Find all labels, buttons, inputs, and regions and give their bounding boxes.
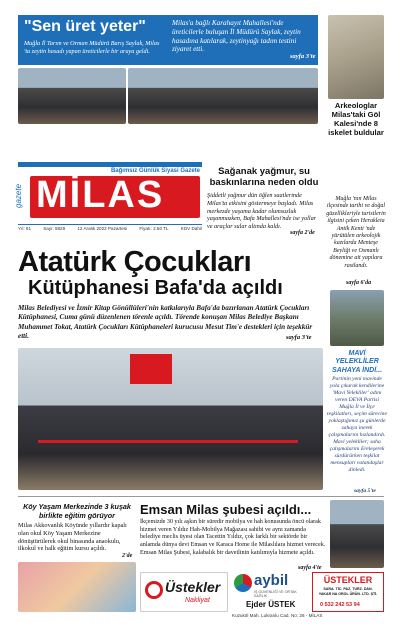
masthead-top-rule <box>18 162 202 167</box>
ustekler-box-line2: YAKAR NA OROL ÜRÜN. LTD. ŞTİ. <box>318 592 378 596</box>
main-story-photo <box>18 348 323 490</box>
ustekler-box-title: ÜSTEKLER <box>323 575 373 585</box>
aybil-logo-icon <box>234 574 252 592</box>
main-story-page-ref: sayfa 3'te <box>286 334 312 341</box>
mavi-yelekliler-page-ref: sayfa 5'te <box>354 488 376 494</box>
top-story-page-ref: sayfa 3'te <box>290 53 316 60</box>
archaeology-page-ref: sayfa 6'da <box>346 280 372 286</box>
archaeology-headline: Arkeologlar Milas'taki Göl Kalesi'nde 8 iskelet buldular <box>328 101 384 137</box>
archaeology-body: Muğla 'nın Milas ilçesinde tarihi ve doğal güzellikleriyle turistlerin ilgisini çeken Herakleia Antik Kenti 'nde yürütülen arkeolojik kazılarda Menteşe Beyliği ve Osmanlı dönemine ait yapılara rastlandı. <box>326 196 386 269</box>
emsan-page-ref: sayfa 4'te <box>298 565 322 571</box>
turkish-flag <box>130 354 172 384</box>
section-divider <box>18 496 384 497</box>
weather-page-ref: sayfa 2'de <box>290 230 315 236</box>
mavi-yelekliler-headline: MAVİ YELEKLİLER SAHAYA İNDİ... <box>331 350 383 374</box>
masthead-side-word <box>14 172 26 208</box>
main-story-lead: Milas Belediyesi ve İzmir Kitap Gönüllüleri'nin katkılarıyla Bafa'da bazırlanan Atatürk Çocukları Kütüphanesi, Cuma günü düzenlenen törenle açıldı. Törende konuşan Milas Belediye Başkanı Muhammet Tokat, Atatürk Çocukları Kütüphaneleri kurucusu Mesut Tim'e destekleri için teşekkür etti. <box>18 304 313 341</box>
masthead-side-word-text: gazete <box>14 183 23 208</box>
ustekler-logo-text: Üstekler <box>165 579 221 595</box>
issue-year: Yıl: 61 <box>18 226 32 231</box>
emsan-headline: Emsan Milas şubesi açıldı... <box>140 502 312 517</box>
issue-tax: KDV Dahil <box>180 226 202 231</box>
emsan-photo <box>330 500 384 568</box>
ad-address: Kuzuköl Mah. Lukranlu Cad. No: 26 - MİLAS <box>232 613 323 618</box>
ribbon <box>38 440 298 443</box>
village-photo <box>18 562 136 612</box>
ad-aybil <box>232 572 310 602</box>
mavi-yelekliler-body: Partinin yeni mavinde yola çıkarak kendilerine 'Mavi Yelekliler' adını veren DEVA Partisi Muğla İl ve İlçe teşkilatları, seçim sürecine yoklaştığımız şu günlerde sahaya inerek çalışmalarını hızlandırdı. Mavi yelekliler; saha çalışmalarını Ereleşerek sürdürürken teşkilat mensupları vatandaşlar dinledi. <box>327 376 387 473</box>
top-story-photo-right <box>128 68 318 124</box>
truck-icon <box>145 581 163 599</box>
masthead-issue-info <box>18 224 202 232</box>
top-story-body: Muğla İl Tarım ve Orman Müdürü Barış Saylak, Milas 'ta zeytin hasadı yapan üreticilerle bir araya geldi. <box>24 40 160 55</box>
main-headline-line1: Atatürk Çocukları <box>18 246 252 278</box>
weather-body: Şiddetli yağmur dün öğlen saatlerinde Milas'ta etkisini göstermeye başladı. Milas merkezde yaşama kadar olumsuzluk yaşanmazken, Bafa Mahallesi'nde ise yollar ve araçlar sular altında kaldı. <box>207 192 317 231</box>
emsan-body: İkçemizde 30 yılı aşkın bir süredir mobilya ve hah konusunda öncü olarak hizmet veren Yıldız Hah-Mobilya Mağazası sahibi ve aynı zamanda belediye meclis üyesi olan Tacettin Yıldız, çok farklı bir sektörde bir anlamda dünya devi Emsan ve Karaca Home ile Milaslılara hizmet verecek. Emsan Milas Şubesi, kalabalık bir davetlinin katılımıyla hizmete açıldı. <box>140 519 326 556</box>
mavi-yelekliler-photo <box>330 290 384 346</box>
aybil-logo-text: aybil <box>254 572 289 589</box>
top-story-summary: Milas'a bağlı Karahayıt Mahallesi'nde üreticilerle buluşan İl Müdürü Saylak, zeytin hasadına katılarak, zeytinyağı tadım testini ziyaret etti. <box>172 19 301 54</box>
top-story-headline: "Sen üret yeter" <box>24 18 146 35</box>
village-page-ref: 2'de <box>122 553 133 559</box>
main-headline-line2: Kütüphanesi Bafa'da açıldı <box>28 277 283 299</box>
weather-headline: Sağanak yağmur, su baskınlarına neden oldu <box>209 166 319 188</box>
issue-number: Sayı: 5829 <box>43 226 66 231</box>
aybil-sub-text: İŞ GÜVENLİĞİ VE ORTAK SAĞLIK <box>254 590 297 598</box>
contact-phone: 0 532 242 53 94 <box>320 602 360 608</box>
ustekler-box-line1: SARA. TİC. PAZ. TURZ. DAN. <box>323 587 373 591</box>
masthead-logo: MİLAS <box>36 174 165 216</box>
village-body: Milas Akkovanlık Köyünde yıllardır kapalı olan okul Köy Yaşam Merkezine dönüştürülerek okul binasında anaokulu, ilkokul ve halk eğitim kursu açıldı. <box>18 522 127 553</box>
ad-ustekler-nakliyat <box>140 572 228 612</box>
issue-date: 12 Aralık 2022 Pazartesi <box>77 226 128 231</box>
village-headline: Köy Yaşam Merkezinde 3 kuşak birlikte eğitim görüyor <box>23 502 131 520</box>
issue-price: Fiyatı: 2.50 TL <box>139 226 169 231</box>
contact-name: Ejder ÜSTEK <box>246 600 296 609</box>
ustekler-sub-text: Nakliyat <box>185 597 210 604</box>
top-story-photo-left <box>18 68 126 124</box>
archaeology-photo <box>328 15 384 99</box>
masthead-tagline: Bağımsız Günlük Siyasi Gazete <box>110 168 200 174</box>
